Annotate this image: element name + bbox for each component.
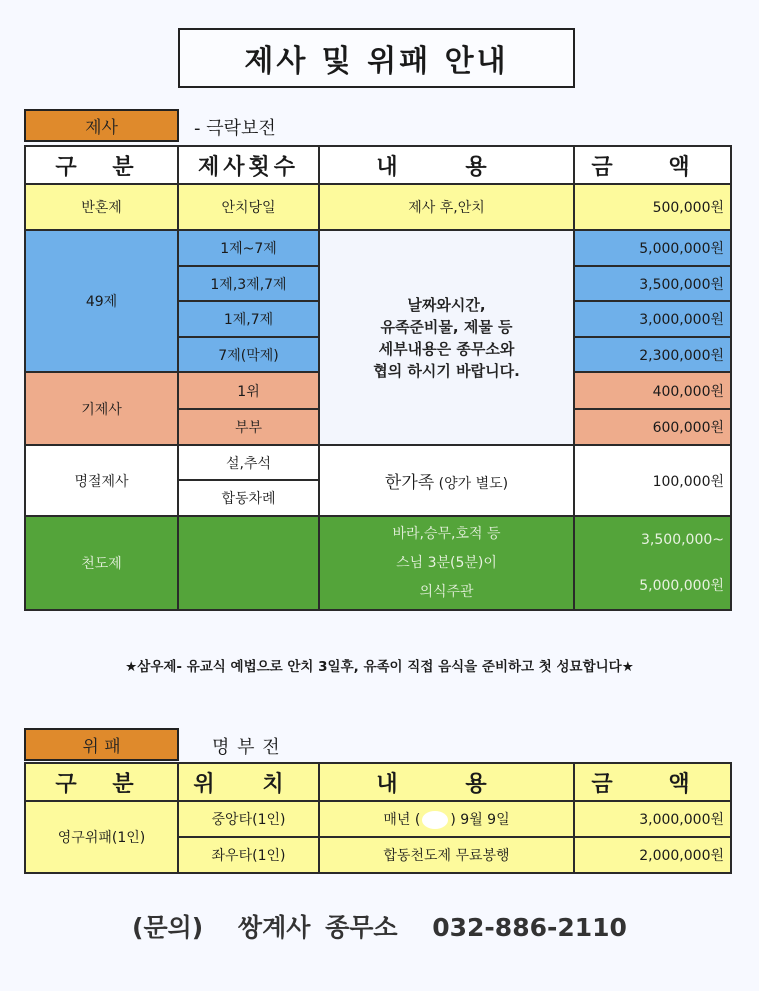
cheondo-count bbox=[178, 516, 319, 610]
blank-oval bbox=[422, 811, 448, 829]
contact-phone: 032-886-2110 bbox=[432, 913, 627, 942]
section-subtitle-myeongbu: 명 부 전 bbox=[212, 737, 281, 758]
sasipgu-count-1: 1제~7제 bbox=[178, 230, 319, 266]
tablet-amount-1: 3,000,000원 bbox=[574, 801, 731, 837]
sasipgu-amount-1: 5,000,000원 bbox=[574, 230, 731, 266]
sasipgu-amount-2: 3,500,000원 bbox=[574, 266, 731, 301]
cheondo-content-line-2: 스님 3분(5분)이 bbox=[396, 554, 497, 571]
cheondo-amount-line-2: 5,000,000원 bbox=[639, 578, 724, 594]
contact-label: (문의) bbox=[132, 913, 204, 942]
myeongjeol-amount: 100,000원 bbox=[574, 445, 731, 516]
note-line-4: 협의 하시기 바랍니다. bbox=[373, 361, 520, 380]
header-category: 구 분 bbox=[25, 146, 178, 184]
tablet-content-2: 합동천도제 무료봉행 bbox=[319, 837, 574, 873]
myeongjeol-content-sub: (양가 별도) bbox=[438, 476, 509, 492]
myeongjeol-count-1: 설,추석 bbox=[178, 445, 319, 480]
schedule-note bbox=[319, 230, 574, 445]
section-tag-wipae: 위 패 bbox=[24, 728, 179, 761]
sasipgu-category: 49제 bbox=[25, 230, 178, 372]
cheondo-amount-line-1: 3,500,000~ bbox=[641, 532, 724, 548]
tablet-header-category: 구 분 bbox=[25, 763, 178, 801]
gijesa-amount-2: 600,000원 bbox=[574, 409, 731, 445]
cheondo-amount bbox=[574, 516, 731, 610]
tablet-location-1: 중앙타(1인) bbox=[178, 801, 319, 837]
myeongjeol-category: 명절제사 bbox=[25, 445, 178, 516]
note-line-1: 날짜와시간, bbox=[407, 295, 486, 314]
cheondo-category: 천도제 bbox=[25, 516, 178, 610]
tablet-header-content: 내 용 bbox=[319, 763, 574, 801]
tablet-header-location: 위 치 bbox=[178, 763, 319, 801]
banhon-category: 반혼제 bbox=[25, 184, 178, 230]
banhon-amount: 500,000원 bbox=[574, 184, 731, 230]
header-content: 내 용 bbox=[319, 146, 574, 184]
tablet-location-2: 좌우타(1인) bbox=[178, 837, 319, 873]
tablet-content-1-post: ) 9월 9일 bbox=[450, 812, 510, 828]
sasipgu-count-3: 1제,7제 bbox=[178, 301, 319, 337]
tablet-category: 영구위패(1인) bbox=[25, 801, 178, 873]
section-tag-jesa: 제사 bbox=[24, 109, 179, 142]
samuje-notice: ★삼우제- 유교식 예법으로 안치 3일후, 유족이 직접 음식을 준비하고 첫 성묘합니다★ bbox=[125, 659, 634, 675]
cheondo-content-line-1: 바라,승무,호적 등 bbox=[392, 525, 501, 542]
header-amount: 금 액 bbox=[574, 146, 731, 184]
gijesa-category: 기제사 bbox=[25, 372, 178, 445]
contact-org: 쌍계사 종무소 bbox=[237, 913, 398, 942]
note-line-3: 세부내용은 종무소와 bbox=[378, 339, 515, 358]
sasipgu-count-2: 1제,3제,7제 bbox=[178, 266, 319, 301]
contact-info bbox=[0, 908, 759, 944]
tablet-table bbox=[24, 762, 732, 874]
page-title: 제사 및 위패 안내 bbox=[178, 28, 575, 88]
myeongjeol-content bbox=[319, 445, 574, 516]
sasipgu-amount-3: 3,000,000원 bbox=[574, 301, 731, 337]
header-count: 제사횟수 bbox=[178, 146, 319, 184]
section-subtitle-geungnak: - 극락보전 bbox=[194, 118, 276, 139]
note-line-2: 유족준비물, 제물 등 bbox=[380, 317, 513, 336]
tablet-content-1: 매년 ( ) 9월 9일 bbox=[319, 801, 574, 837]
sasipgu-amount-4: 2,300,000원 bbox=[574, 337, 731, 372]
tablet-content-1-pre: 매년 bbox=[383, 812, 411, 828]
tablet-header-amount: 금 액 bbox=[574, 763, 731, 801]
cheondo-content bbox=[319, 516, 574, 610]
gijesa-count-1: 1위 bbox=[178, 372, 319, 409]
cheondo-content-line-3: 의식주관 bbox=[419, 583, 474, 600]
ritual-table bbox=[24, 145, 732, 611]
sasipgu-count-4: 7제(막제) bbox=[178, 337, 319, 372]
gijesa-amount-1: 400,000원 bbox=[574, 372, 731, 409]
myeongjeol-count-2: 합동차례 bbox=[178, 480, 319, 516]
banhon-content: 제사 후,안치 bbox=[319, 184, 574, 230]
banhon-count: 안치당일 bbox=[178, 184, 319, 230]
tablet-amount-2: 2,000,000원 bbox=[574, 837, 731, 873]
myeongjeol-content-main: 한가족 bbox=[384, 473, 435, 493]
gijesa-count-2: 부부 bbox=[178, 409, 319, 445]
